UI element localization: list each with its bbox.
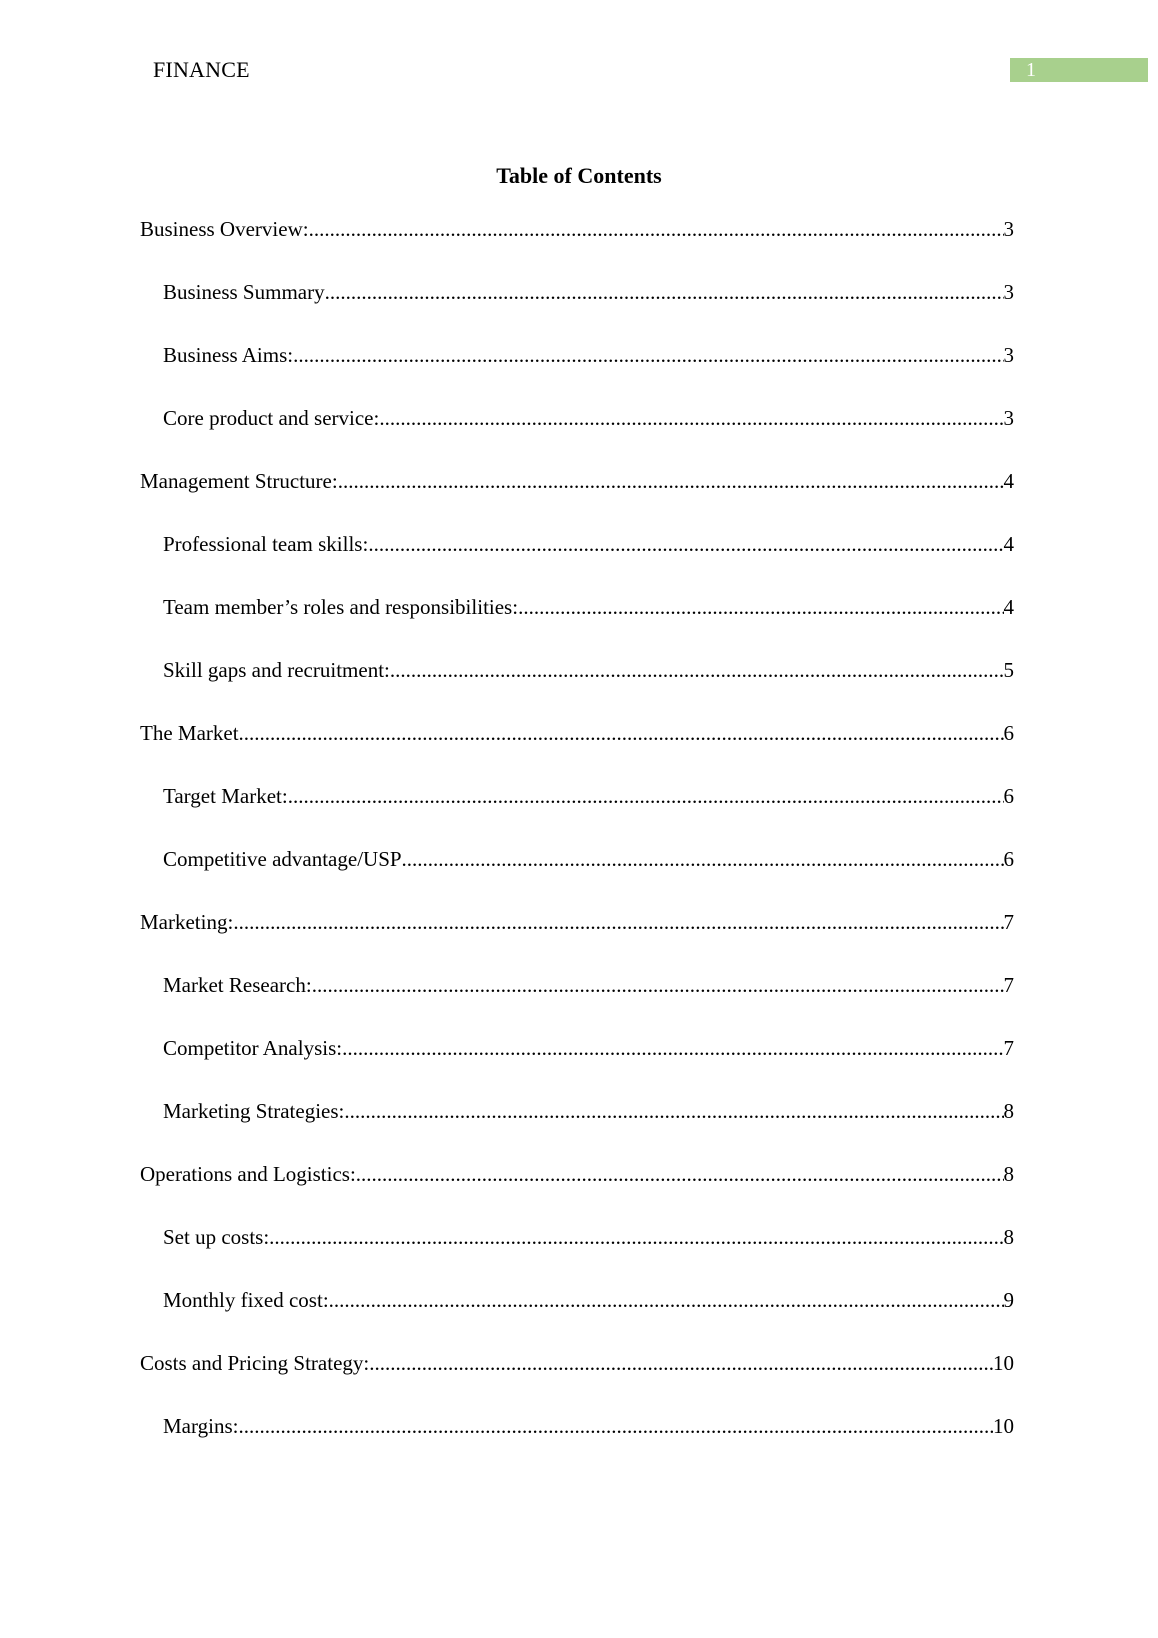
toc-entry[interactable] [140,529,1014,592]
toc-dot-leader [293,340,1003,370]
toc-entry[interactable] [140,781,1014,844]
toc-entry-label: Marketing: [140,910,234,934]
toc-entry-label: Operations and Logistics: [140,1162,356,1186]
toc-entry-page-number: 9 [1003,1288,1014,1312]
toc-entry-label: Monthly fixed cost: [163,1288,329,1312]
toc-entry-label: Competitor Analysis: [163,1036,343,1060]
toc-entry-label: Margins: [163,1414,239,1438]
toc-entry-page-number: 6 [1003,847,1014,871]
toc-entry-page-number: 3 [1003,406,1014,430]
toc-dot-leader [518,592,1003,622]
toc-entry-page-number: 7 [1003,973,1014,997]
toc-entry-label: Skill gaps and recruitment: [163,658,390,682]
running-header-title: FINANCE [153,57,250,82]
toc-entry[interactable] [140,1096,1014,1159]
toc-entry[interactable] [140,403,1014,466]
toc-entry-label: Business Summary [163,280,325,304]
toc-entry-page-number: 10 [993,1351,1014,1375]
toc-entry-page-number: 8 [1003,1099,1014,1123]
toc-entry-page-number: 7 [1003,1036,1014,1060]
toc-entry-label: Team member’s roles and responsibilities: [163,595,519,619]
toc-entry[interactable] [140,277,1014,340]
toc-entry-page-number: 7 [1003,910,1014,934]
toc-entry-page-number: 8 [1003,1162,1014,1186]
toc-dot-leader [312,970,1004,1000]
toc-dot-leader [238,1411,993,1441]
toc-entry-label: Business Aims: [163,343,294,367]
toc-title: Table of Contents [496,163,662,188]
toc-entry[interactable] [140,214,1014,277]
toc-entry-page-number: 3 [1003,217,1014,241]
toc-entry[interactable] [140,907,1014,970]
toc-dot-leader [402,844,1004,874]
toc-entry-label: Management Structure: [140,469,338,493]
toc-dot-leader [288,781,1004,811]
toc-entry-label: The Market [140,721,239,745]
page-number: 1 [1010,58,1148,82]
toc-dot-leader [329,1285,1004,1315]
toc-entry[interactable] [140,970,1014,1033]
toc-entry-label: Costs and Pricing Strategy: [140,1351,370,1375]
toc-entry[interactable] [140,718,1014,781]
toc-entry[interactable] [140,1033,1014,1096]
toc-entry[interactable] [140,466,1014,529]
toc-entry-page-number: 5 [1003,658,1014,682]
toc-entry-label: Marketing Strategies: [163,1099,345,1123]
toc-dot-leader [338,466,1004,496]
toc-dot-leader [390,655,1004,685]
toc-entry[interactable] [140,844,1014,907]
toc-entry-page-number: 4 [1003,532,1014,556]
toc-entry[interactable] [140,1348,1014,1411]
toc-entry-label: Core product and service: [163,406,380,430]
toc-entry[interactable] [140,1411,1014,1474]
toc-entry-page-number: 8 [1003,1225,1014,1249]
toc-entry-page-number: 10 [993,1414,1014,1438]
toc-entry-label: Market Research: [163,973,312,997]
toc-dot-leader [233,907,1003,937]
toc-entry-label: Competitive advantage/USP [163,847,402,871]
toc-entry[interactable] [140,655,1014,718]
toc-entry-label: Professional team skills: [163,532,369,556]
toc-entry[interactable] [140,1222,1014,1285]
toc-dot-leader [239,718,1004,748]
toc-entry-label: Business Overview: [140,217,309,241]
table-of-contents [140,214,1014,1474]
toc-entry-label: Target Market: [163,784,288,808]
toc-entry-page-number: 6 [1003,721,1014,745]
toc-dot-leader [368,529,1003,559]
toc-dot-leader [325,277,1004,307]
toc-dot-leader [269,1222,1003,1252]
toc-entry-label: Set up costs: [163,1225,270,1249]
toc-entry-page-number: 3 [1003,280,1014,304]
toc-dot-leader [342,1033,1003,1063]
toc-entry-page-number: 4 [1003,595,1014,619]
toc-entry[interactable] [140,1159,1014,1222]
toc-entry-page-number: 6 [1003,784,1014,808]
toc-entry[interactable] [140,1285,1014,1348]
toc-dot-leader [356,1159,1004,1189]
toc-dot-leader [344,1096,1003,1126]
toc-dot-leader [369,1348,993,1378]
toc-dot-leader [379,403,1003,433]
toc-entry-page-number: 4 [1003,469,1014,493]
toc-dot-leader [309,214,1004,244]
toc-entry[interactable] [140,592,1014,655]
toc-entry-page-number: 3 [1003,343,1014,367]
toc-entry[interactable] [140,340,1014,403]
